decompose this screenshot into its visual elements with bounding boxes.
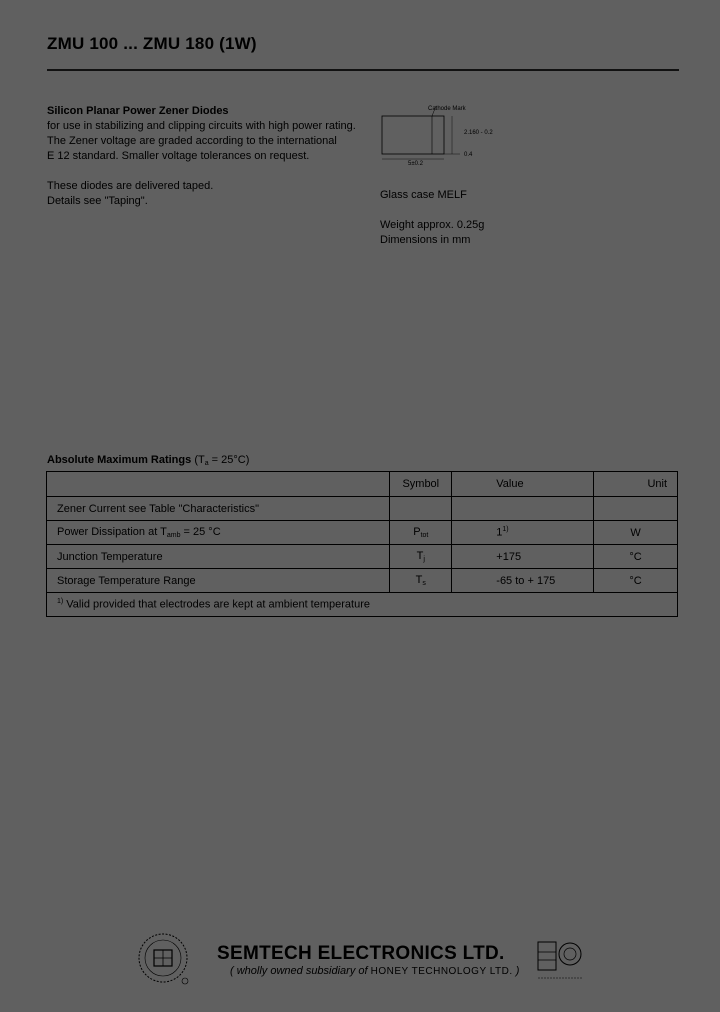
junction-unit: °C <box>594 545 678 569</box>
table-row <box>47 545 678 569</box>
footnote: $^{1)}$ Valid provided that electrodes are kept at ambient temperature <box>47 593 678 617</box>
document-title: ZMU 100 ... ZMU 180 (1W) <box>47 34 257 53</box>
table-row <box>47 569 678 593</box>
cathode-mark-label: Cathode Mark <box>428 106 466 112</box>
table-footnote-row <box>47 593 678 617</box>
storage-param: Storage Temperature Range <box>47 569 390 593</box>
header-unit: Unit <box>594 472 678 497</box>
package-case: Glass case MELF <box>380 189 467 201</box>
header-symbol: Symbol <box>390 472 452 497</box>
ratings-heading <box>47 454 249 467</box>
intro-heading: Silicon Planar Power Zener Diodes <box>47 105 229 117</box>
junction-value: +175 <box>452 545 594 569</box>
storage-symbol: $T_s$ <box>390 569 452 593</box>
certification-marks-icon <box>536 938 586 986</box>
band-label: 0.4 <box>464 152 473 158</box>
taping-line-1: These diodes are delivered taped. <box>47 180 214 192</box>
intro-line-3: E 12 standard. Smaller voltage tolerances on request. <box>47 150 310 162</box>
intro-text <box>47 104 367 209</box>
junction-param: Junction Temperature <box>47 545 390 569</box>
diameter-label: 2.160 - 0.2 <box>464 130 493 136</box>
length-label: 5±0.2 <box>408 161 423 166</box>
ratings-cond-suffix: = 25°C) <box>208 454 250 466</box>
ratings-cond-sub: a <box>204 460 209 467</box>
subsidiary-line: ( wholly owned subsidiary of HONEY TECHNOLOGY LTD. ) <box>230 965 520 977</box>
table-row <box>47 497 678 521</box>
header-value: Value <box>452 472 594 497</box>
intro-line-1: for use in stabilizing and clipping circuits with high power rating. <box>47 120 356 132</box>
table-header-row <box>47 472 678 497</box>
melf-body-outline <box>382 116 444 154</box>
power-param: Power Dissipation at $T_{amb} = 25$ °C <box>47 521 390 545</box>
zener-current-param: Zener Current see Table "Characteristics" <box>47 497 390 521</box>
melf-package-diagram <box>380 104 520 166</box>
package-dimensions: Dimensions in mm <box>380 234 471 246</box>
package-weight: Weight approx. 0.25g <box>380 219 485 231</box>
taping-line-2: Details see "Taping". <box>47 195 148 207</box>
ratings-title: Absolute Maximum Ratings <box>47 454 192 466</box>
power-symbol: $P_{tot}$ <box>390 521 452 545</box>
package-weight-block <box>380 218 484 248</box>
storage-value: -65 to + 175 <box>452 569 594 593</box>
intro-line-2: The Zener voltage are graded according to the international <box>47 135 337 147</box>
power-unit: W <box>594 521 678 545</box>
table-row <box>47 521 678 545</box>
ratings-cond-prefix: (T <box>194 454 205 466</box>
company-name: SEMTECH ELECTRONICS LTD. <box>217 943 505 964</box>
title-rule <box>47 69 679 71</box>
storage-unit: °C <box>594 569 678 593</box>
header-parameter <box>47 472 390 497</box>
semtech-logo-icon <box>136 932 192 988</box>
junction-symbol: $T_j$ <box>390 545 452 569</box>
power-value: 1$^{1)}$ <box>452 521 594 545</box>
ratings-table <box>46 471 678 617</box>
